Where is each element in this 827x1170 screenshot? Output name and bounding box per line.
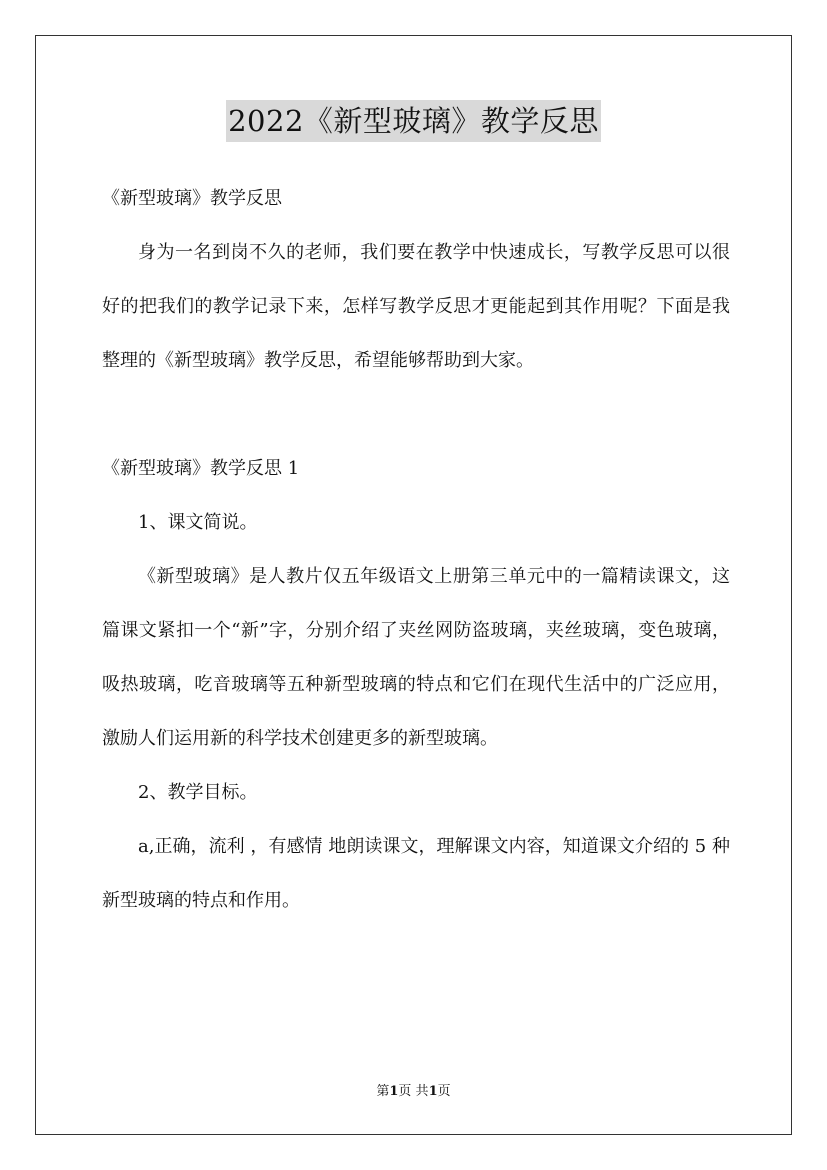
item1-paragraph: 《新型玻璃》是人教片仅五年级语文上册第三单元中的一篇精读课文，这篇课文紧扣一个“新”字，分别介绍了夹丝网防盗玻璃，夹丝玻璃，变色玻璃，吸热玻璃，吃音玻璃等五种新型玻璃的特点和它们在现代生活中的广泛应用，激励人们运用新的科学技术创建更多的新型玻璃。 (102, 566, 730, 749)
item1-heading: 1、课文简说。 (138, 512, 258, 533)
item2-heading: 2、教学目标。 (138, 782, 258, 803)
item2-paragraph: a,正确，流利 ，有感情 地朗读课文，理解课文内容，知道课文介绍的 5 种新型玻璃的特点和作用。 (102, 836, 730, 911)
footer-suffix: 页 (437, 1084, 451, 1099)
section-spacer (102, 388, 730, 442)
title-container (0, 100, 827, 142)
document-subtitle: 《新型玻璃》教学反思 (102, 188, 282, 209)
footer-current-page: 1 (389, 1084, 399, 1099)
intro-paragraph: 身为一名到岗不久的老师，我们要在教学中快速成长，写教学反思可以很好的把我们的教学记录下来，怎样写教学反思才更能起到其作用呢？下面是我整理的《新型玻璃》教学反思，希望能够帮助到大家。 (102, 242, 730, 371)
footer-total-pages: 1 (428, 1084, 438, 1099)
footer-middle: 页 共 (398, 1084, 429, 1099)
footer-prefix: 第 (376, 1084, 390, 1099)
page-footer (0, 1082, 827, 1102)
document-title: 2022《新型玻璃》教学反思 (226, 100, 601, 142)
section-heading: 《新型玻璃》教学反思 1 (102, 458, 300, 479)
document-body (102, 172, 730, 928)
